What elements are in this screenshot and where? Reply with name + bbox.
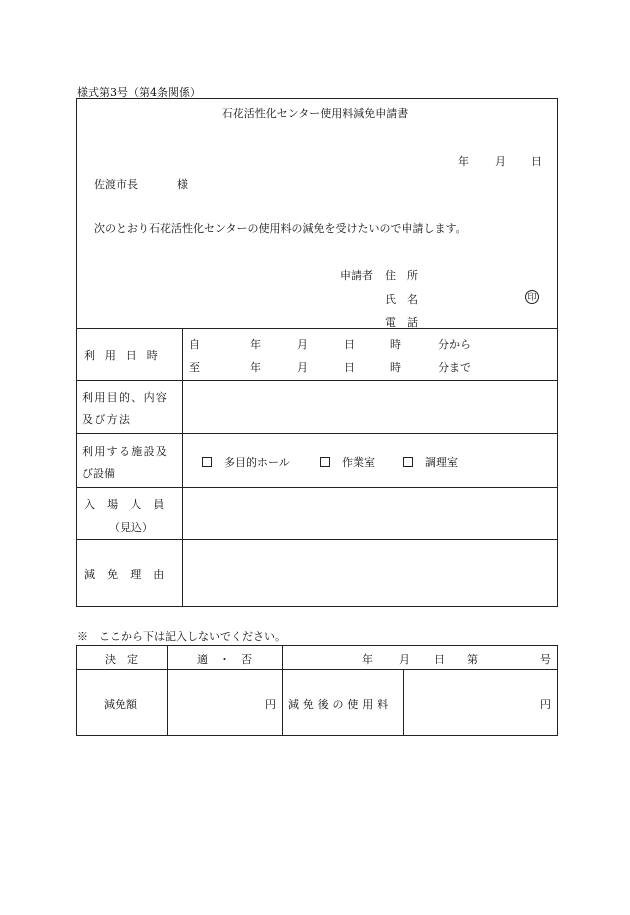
seal-icon: 印 [525, 290, 539, 304]
attendance-label: 入場人員 [84, 498, 177, 511]
office-year: 年 [362, 653, 373, 666]
usage-from-year: 年 [250, 338, 261, 351]
addressee-honorific: 様 [177, 178, 188, 191]
facility-label: 利用する施設及 [82, 445, 169, 458]
form-number: 様式第3号（第4条関係） [77, 86, 201, 99]
office-number-suffix: 号 [540, 653, 551, 666]
office-month: 月 [399, 653, 410, 666]
office-number-prefix: 第 [467, 653, 478, 666]
usage-from-suffix: 分から [438, 338, 471, 351]
facility-option-workroom[interactable]: 作業室 [320, 454, 375, 470]
checkbox-icon[interactable] [320, 457, 330, 467]
date-day-label: 日 [531, 155, 542, 168]
applicant-address-label: 住 所 [385, 269, 418, 282]
facility-option-kitchen[interactable]: 調理室 [403, 454, 458, 470]
usage-from-prefix: 自 [189, 338, 200, 351]
facility-option-hall[interactable]: 多目的ホール [202, 454, 290, 470]
purpose-label: 利用目的、内容 [82, 391, 169, 404]
usage-from-month: 月 [297, 338, 308, 351]
request-statement: 次のとおり石花活性化センターの使用料の減免を受けたいので申請します。 [94, 222, 467, 235]
applicant-label: 申請者 [340, 269, 373, 282]
fee-after-yen: 円 [540, 698, 551, 711]
applicant-phone-label: 電 話 [385, 316, 418, 329]
usage-from-day: 日 [344, 338, 355, 351]
usage-to-suffix: 分まで [438, 361, 471, 374]
checkbox-icon[interactable] [202, 457, 212, 467]
addressee-name: 佐渡市長 [94, 178, 138, 191]
form-title: 石花活性化センター使用料減免申請書 [221, 107, 409, 120]
reduction-yen: 円 [265, 698, 276, 711]
usage-datetime-label: 利用日時 [84, 349, 168, 362]
attendance-estimate-label: （見込） [109, 521, 153, 534]
usage-to-day: 日 [344, 361, 355, 374]
office-use-note: ※ ここから下は記入しないでください。 [77, 630, 286, 643]
usage-to-year: 年 [250, 361, 261, 374]
usage-to-month: 月 [297, 361, 308, 374]
usage-from-hour: 時 [390, 338, 401, 351]
office-day: 日 [434, 653, 445, 666]
usage-to-prefix: 至 [189, 361, 200, 374]
reduction-reason-label: 減免理由 [84, 568, 177, 581]
date-month-label: 月 [495, 155, 506, 168]
applicant-name-label: 氏 名 [385, 293, 418, 306]
reduction-amount-label: 減免額 [104, 698, 137, 711]
usage-to-hour: 時 [390, 361, 401, 374]
purpose-label-cont: 及び方法 [82, 413, 132, 426]
fee-after-reduction-label: 減免後の使用料 [288, 698, 392, 711]
approval-label: 適 ・ 否 [197, 653, 252, 666]
facility-label-cont: び設備 [82, 467, 115, 480]
decision-label: 決 定 [105, 653, 138, 666]
checkbox-icon[interactable] [403, 457, 413, 467]
date-year-label: 年 [458, 155, 469, 168]
